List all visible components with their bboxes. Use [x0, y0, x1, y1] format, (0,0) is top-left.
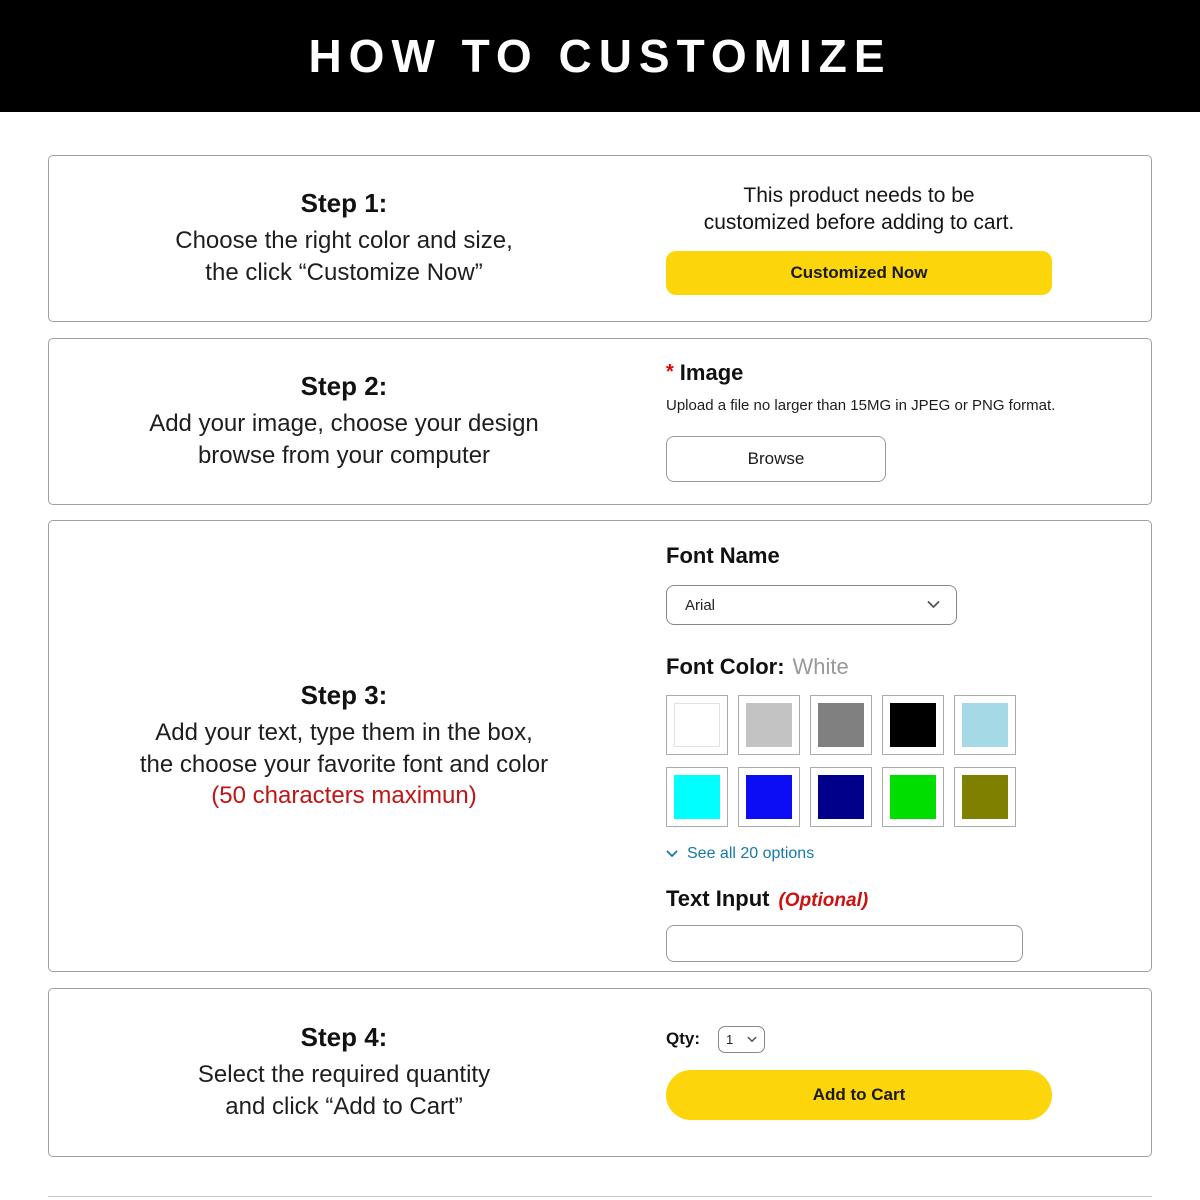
color-swatch-silver[interactable] — [738, 695, 800, 755]
required-asterisk: * — [666, 361, 674, 383]
color-swatch-fill-light-blue — [962, 703, 1008, 747]
step3-instructions — [49, 521, 639, 971]
step2-title: Step 2: — [300, 371, 388, 402]
step1-instructions — [49, 156, 639, 321]
color-swatch-gray[interactable] — [810, 695, 872, 755]
font-name-value: Arial — [685, 596, 716, 614]
step4-title: Step 4: — [300, 1022, 388, 1053]
chevron-down-icon — [927, 596, 940, 614]
page-title: HOW TO CUSTOMIZE — [308, 30, 892, 82]
qty-value: 1 — [726, 1031, 734, 1047]
color-swatch-white[interactable] — [666, 695, 728, 755]
image-label-text: Image — [679, 360, 744, 385]
how-to-customize-panel — [0, 112, 1200, 1197]
color-swatch-fill-cyan — [674, 775, 720, 819]
quantity-row — [666, 1026, 1121, 1053]
browse-button[interactable]: Browse — [666, 436, 886, 482]
note-line2: customized before adding to cart. — [703, 211, 1015, 234]
step3-controls — [639, 521, 1151, 971]
text-input-label — [666, 886, 1121, 912]
step3-title: Step 3: — [300, 679, 388, 710]
color-swatch-black[interactable] — [882, 695, 944, 755]
step2-line2: browse from your computer — [197, 442, 491, 469]
chevron-down-icon — [747, 1030, 757, 1048]
note-line1: This product needs to be — [743, 183, 975, 207]
step4-instructions — [49, 989, 639, 1156]
color-swatch-fill-black — [890, 703, 936, 747]
char-limit-note: (50 characters maximun) — [211, 782, 477, 810]
step1-card — [48, 155, 1152, 322]
font-name-select[interactable] — [666, 585, 957, 625]
bottom-divider — [48, 1196, 1152, 1197]
color-swatch-fill-navy — [818, 775, 864, 819]
color-swatch-light-blue[interactable] — [954, 695, 1016, 755]
add-to-cart-button[interactable]: Add to Cart — [666, 1070, 1052, 1120]
color-swatch-fill-white — [674, 703, 720, 747]
customize-required-note — [666, 182, 1052, 237]
font-color-grid — [666, 695, 1121, 827]
chevron-down-icon — [666, 845, 678, 863]
font-color-selected-value: White — [792, 654, 849, 679]
font-color-label — [666, 654, 1121, 680]
step1-title: Step 1: — [300, 188, 388, 219]
font-name-label: Font Name — [666, 543, 780, 568]
step2-card — [48, 338, 1152, 505]
text-input-field[interactable] — [666, 925, 1023, 962]
step2-actions — [639, 339, 1151, 504]
step3-line1: Add your text, type them in the box, — [155, 718, 533, 746]
color-swatch-fill-gray — [818, 703, 864, 747]
see-all-options-text: See all 20 options — [687, 845, 815, 862]
step1-line2: the click “Customize Now” — [205, 259, 483, 286]
step3-line2: the choose your favorite font and color — [139, 750, 549, 778]
step4-line1: Select the required quantity — [197, 1061, 491, 1089]
text-input-label-text: Text Input — [666, 886, 770, 911]
page-header — [0, 0, 1200, 112]
image-field-label — [666, 360, 1121, 386]
color-swatch-fill-silver — [746, 703, 792, 747]
customize-now-button[interactable]: Customized Now — [666, 251, 1052, 295]
step1-line1: Choose the right color and size, — [175, 227, 513, 255]
color-swatch-green[interactable] — [882, 767, 944, 827]
color-swatch-blue[interactable] — [738, 767, 800, 827]
step2-line1: Add your image, choose your design — [149, 410, 539, 438]
upload-hint: Upload a file no larger than 15MG in JPEG or PNG format. — [666, 397, 1056, 414]
font-color-label-text: Font Color: — [666, 654, 785, 679]
qty-select[interactable] — [718, 1026, 765, 1053]
step3-card — [48, 520, 1152, 972]
color-swatch-olive[interactable] — [954, 767, 1016, 827]
color-swatch-fill-olive — [962, 775, 1008, 819]
color-swatch-cyan[interactable] — [666, 767, 728, 827]
color-swatch-fill-green — [890, 775, 936, 819]
step4-line2: and click “Add to Cart” — [225, 1093, 463, 1120]
step4-actions — [639, 989, 1151, 1156]
step2-instructions — [49, 339, 639, 504]
color-swatch-fill-blue — [746, 775, 792, 819]
step4-card — [48, 988, 1152, 1157]
color-swatch-navy[interactable] — [810, 767, 872, 827]
step1-actions — [639, 156, 1151, 321]
optional-note: (Optional) — [778, 890, 869, 911]
see-all-options-link[interactable] — [666, 845, 814, 863]
qty-label: Qty: — [666, 1029, 700, 1048]
